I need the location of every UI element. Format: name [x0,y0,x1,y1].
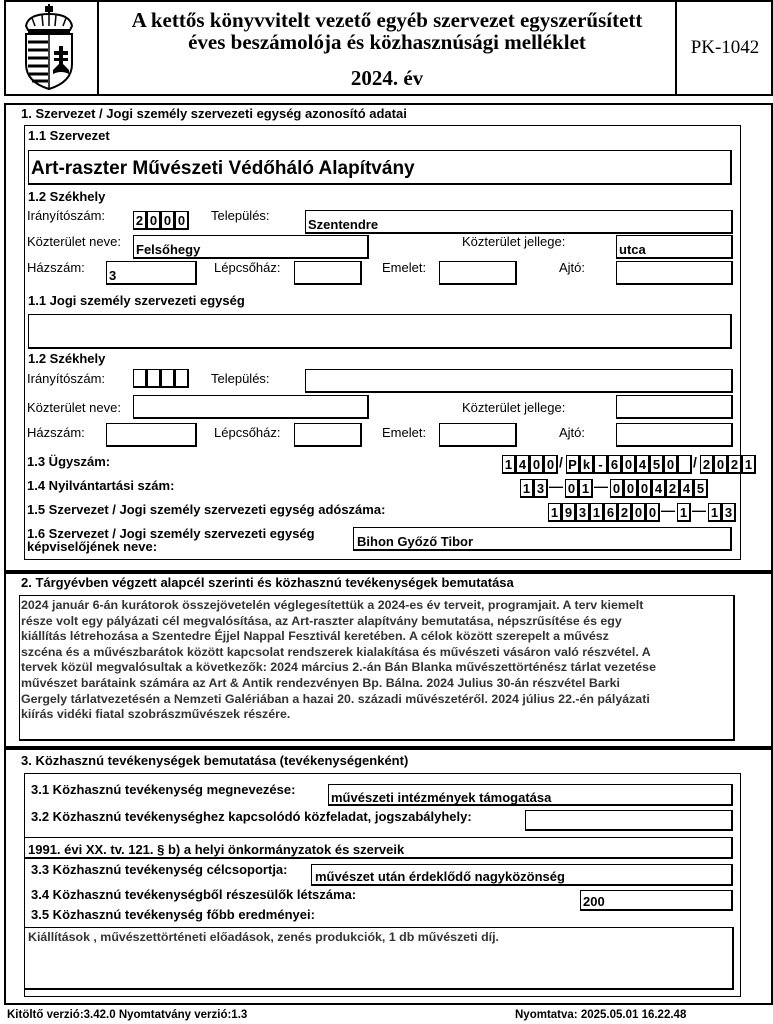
reg-number-label: 1.4 Nyilvántartási szám: [27,478,175,493]
form-title-line2: éves beszámolója és közhasznúsági melléklet [188,30,586,54]
legal-unit-name-field[interactable] [28,314,732,349]
separator: — [692,502,706,518]
footer-printed: Nyomtatva: 2025.05.01 16.22.48 [515,1009,687,1021]
digit-cell[interactable]: - [594,455,608,474]
digit-cell[interactable]: 6 [604,503,618,522]
section1-title: 1. Szervezet / Jogi személy szervezeti egység azonosító adatai [21,106,407,121]
street-label: Közterület neve: [27,234,121,249]
digit-cell[interactable]: 1 [520,479,534,498]
section2-line: kiállítás létrehozása a Szentedre Éjjel Nappal Fesztivál keretében. A célok között szerepelt a művész [21,629,609,644]
separator: / [559,454,563,470]
digit-cell[interactable]: 1 [502,455,516,474]
law-value: 1991. évi XX. tv. 121. § b) a helyi önkormányzatok és szerveik [28,842,405,857]
house-label: Házszám: [27,260,85,275]
digit-cell[interactable]: 0 [714,455,728,474]
city-value: Szentendre [308,217,379,232]
street-type2-field[interactable] [616,395,733,419]
section2-line: Gergely tárlatvezetésén a Nemzeti Galériában a hazai 20. századi művészetéről. 2024 július 22.-én pályázati [21,691,650,706]
digit-cell[interactable]: 6 [608,455,622,474]
section2-line: művészet barátaink számára az Art & Antik rendezvényen Bp. Bálna. 2024 Julius 30-án részvétel Barki [21,676,620,690]
digit-cell[interactable]: 3 [534,479,548,498]
street-value: Felsőhegy [136,242,201,257]
digit-cell[interactable]: 0 [610,479,624,498]
digit-cell[interactable]: 1 [708,503,722,522]
activity-name-label: 3.1 Közhasznú tevékenység megnevezése: [31,782,296,797]
zip-label: Irányítószám: [27,208,106,223]
rep-label-line1: 1.6 Szervezet / Jogi személy szervezeti egység [27,526,315,541]
separator: / [693,454,697,470]
digit-cell[interactable]: 1 [742,455,756,474]
zip2-label: Irányítószám: [27,371,106,386]
results-label: 3.5 Közhasznú tevékenység főbb eredményei: [31,907,315,922]
zip2-digit[interactable] [161,369,175,388]
digit-cell[interactable] [678,455,692,474]
digit-cell[interactable]: 4 [680,479,694,498]
beneficiaries-value: 200 [583,894,605,909]
digit-cell[interactable]: 0 [632,503,646,522]
digit-cell[interactable]: 0 [544,455,558,474]
hungarian-coat-of-arms-icon [18,4,80,90]
door2-field[interactable] [616,423,733,447]
digit-cell[interactable]: 2 [666,479,680,498]
digit-cell[interactable]: 0 [624,479,638,498]
section3-title: 3. Közhasznú tevékenységek bemutatása (tevékenységenként) [21,753,409,768]
digit-cell[interactable]: 2 [700,455,714,474]
seat2-heading: 1.2 Székhely [28,351,106,366]
legal-unit-heading: 1.1 Jogi személy szervezeti egység [28,293,245,308]
stair-field[interactable] [294,261,362,285]
digit-cell[interactable]: 5 [694,479,708,498]
digit-cell[interactable]: 2 [728,455,742,474]
city2-label: Település: [211,371,270,386]
digit-cell[interactable]: 0 [638,479,652,498]
law-label: 3.2 Közhasznú tevékenységhez kapcsolódó közfeladat, jogszabályhely: [31,809,472,824]
section2-line: kiírás vidéki fiatal szobrászművészek részére. [21,707,291,722]
digit-cell[interactable]: 0 [622,455,636,474]
section2-line: része volt egy pályázati cél megvalósítása, az Art-raszter alapítvány bemutatása, népszrűsítése és egy [21,613,622,628]
digit-cell[interactable]: 0 [565,479,579,498]
street-type-value: utca [619,242,646,257]
separator: — [594,478,608,494]
footer-version: Kitöltő verzió:3.42.0 Nyomtatvány verzió:1.3 [7,1009,248,1021]
digit-cell[interactable]: 0 [530,455,544,474]
form-year: 2024. év [350,66,424,90]
stair2-label: Lépcsőház: [214,425,281,440]
door-field[interactable] [616,261,733,285]
seat-heading: 1.2 Székhely [28,189,106,204]
digit-cell[interactable]: 1 [579,479,593,498]
street2-label: Közterület neve: [27,400,121,415]
digit-cell[interactable]: 3 [576,503,590,522]
org-name-value: Art-raszter Művészeti Védőháló Alapítvány [31,158,415,179]
digit-cell[interactable]: P [566,455,580,474]
floor-label: Emelet: [382,260,427,275]
separator: — [549,478,563,494]
stair-label: Lépcsőház: [214,260,281,275]
target-group-label: 3.3 Közhasznú tevékenység célcsoportja: [31,862,288,877]
digit-cell[interactable]: 1 [677,503,691,522]
street-type-label: Közterület jellege: [462,234,566,249]
digit-cell[interactable]: 0 [664,455,678,474]
house2-label: Házszám: [27,425,85,440]
results-value: Kiállítások , művészettörténeti előadások, zenés produkciók, 1 db művészeti díj. [28,930,499,944]
digit-cell[interactable]: 4 [652,479,666,498]
law-side-field[interactable] [525,810,733,831]
street2-field[interactable] [133,395,369,419]
zip-digit[interactable]: 0 [147,211,161,230]
house2-field[interactable] [106,423,197,447]
zip2-digit[interactable] [175,369,189,388]
stair2-field[interactable] [294,423,362,447]
digit-cell[interactable]: 0 [646,503,660,522]
floor2-field[interactable] [439,423,517,447]
rep-name-value: Bihon Győző Tibor [357,534,474,549]
header-divider-left [97,0,99,96]
digit-cell[interactable]: 4 [516,455,530,474]
digit-cell[interactable]: 5 [650,455,664,474]
digit-cell[interactable]: k [580,455,594,474]
digit-cell[interactable]: 4 [636,455,650,474]
section2-line: tervek közül megvalósultak a következők: 2024 március 2.-án Bán Blanka művészettörténész tárlat vezetése [21,660,656,675]
digit-cell[interactable]: 2 [618,503,632,522]
door-label: Ajtó: [559,260,586,275]
beneficiaries-label: 3.4 Közhasznú tevékenységből részesülők létszáma: [31,887,357,902]
zip2-digit[interactable] [133,369,147,388]
house-field[interactable] [106,261,197,285]
section2-line: szcéna és a művészbarátok között kapcsolat rendszerek kialakítása és művészeti vásáron való részvétel. A [21,644,651,659]
zip-digit[interactable]: 0 [161,211,175,230]
target-group-value: művészet után érdeklődő nagyközönség [315,869,565,884]
floor2-label: Emelet: [382,425,427,440]
form-title-line1: A kettős könyvvitelt vezető egyéb szervezet egyszerűsített [131,8,643,32]
digit-cell[interactable]: 1 [590,503,604,522]
city-label: Település: [211,208,270,223]
separator: — [661,502,675,518]
tax-number-label: 1.5 Szervezet / Jogi személy szervezeti egység adószáma: [27,502,386,517]
floor-field[interactable] [439,261,517,285]
section2-title: 2. Tárgyévben végzett alapcél szerinti és közhasznú tevékenységek bemutatása [21,575,514,590]
zip2-digit[interactable] [147,369,161,388]
zip-digit[interactable]: 2 [133,211,147,230]
rep-label-line2: képviselőjének neve: [27,539,158,554]
house-value: 3 [109,268,117,283]
city2-field[interactable] [305,369,733,393]
section2-line: 2024 január 6-án kurátorok összejövetelén véglegesítettük a 2024-es év terveit, programjait. A terv kiemelt [21,598,644,612]
activity-name-value: művészeti intézmények támogatása [331,790,552,805]
digit-cell[interactable]: 9 [562,503,576,522]
door2-label: Ajtó: [559,425,586,440]
zip-digit[interactable]: 0 [175,211,189,230]
digit-cell[interactable]: 1 [548,503,562,522]
digit-cell[interactable]: 3 [722,503,736,522]
case-number-label: 1.3 Ügyszám: [27,454,111,469]
street-type2-label: Közterület jellege: [462,400,566,415]
form-code: PK-1042 [690,37,760,58]
org-heading: 1.1 Szervezet [28,128,110,143]
